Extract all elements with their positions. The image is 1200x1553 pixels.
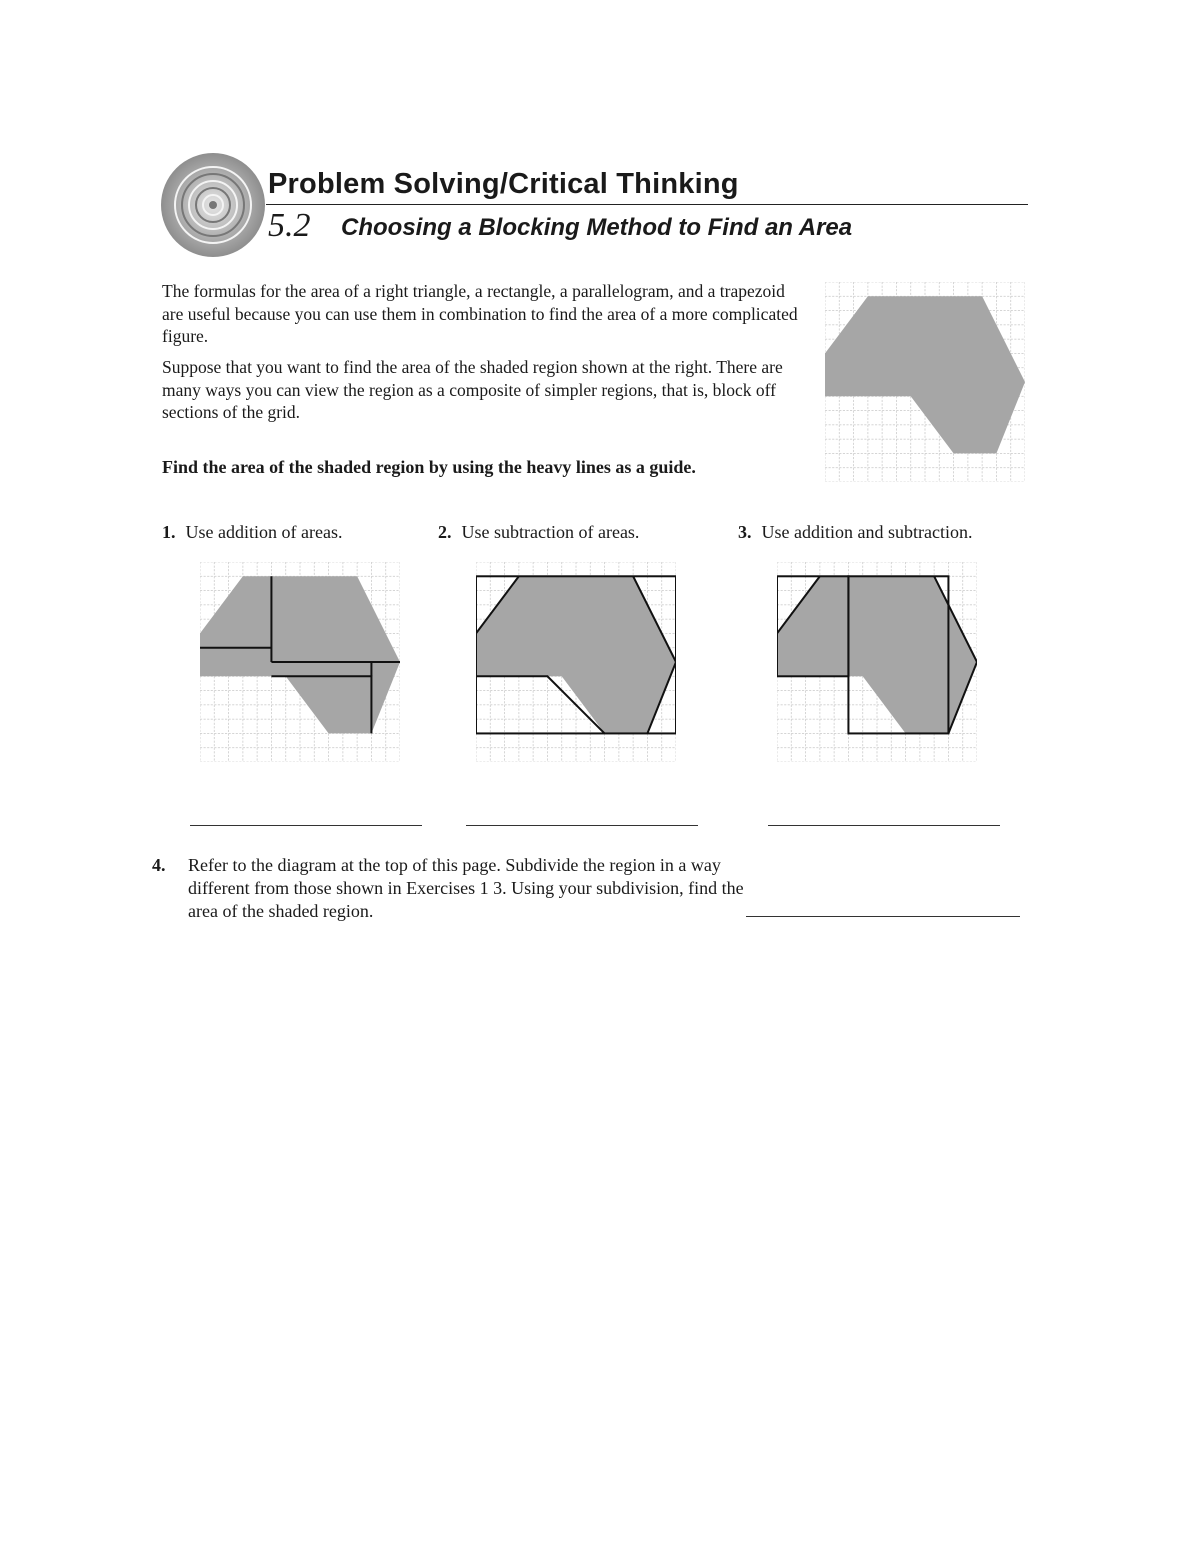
- exercise-2-figure: [476, 562, 676, 762]
- exercise-4-answer-line[interactable]: [746, 916, 1020, 917]
- lesson-logo-icon: [160, 152, 266, 258]
- instruction-text: Find the area of the shaded region by using the heavy lines as a guide.: [162, 457, 696, 477]
- exercise-4-number: 4.: [152, 855, 166, 875]
- exercise-4-text: Refer to the diagram at the top of this page. Subdivide the region in a way different from those shown in Exercises 1 3. Using your subdivision, find the area of the shaded region.: [188, 855, 744, 921]
- exercise-3-text: Use addition and subtraction.: [761, 522, 973, 542]
- header-title: Problem Solving/Critical Thinking: [268, 168, 739, 200]
- lesson-number: 5.2: [268, 207, 311, 244]
- header-divider: [266, 204, 1028, 205]
- exercise-1-number: 1.: [162, 522, 176, 542]
- exercise-3-label: [738, 522, 972, 543]
- exercise-1-answer-line[interactable]: [190, 825, 422, 826]
- exercise-3-number: 3.: [738, 522, 752, 542]
- exercise-1-figure: [200, 562, 400, 762]
- exercise-2-answer-line[interactable]: [466, 825, 698, 826]
- exercise-2-text: Use subtraction of areas.: [461, 522, 640, 542]
- exercise-1-label: [162, 522, 342, 543]
- intro-paragraph-1: The formulas for the area of a right triangle, a rectangle, a parallelogram, and a trapezoid are useful because you can use them in combination to find the area of a more complicated figure.: [162, 281, 798, 346]
- exercise-3-answer-line[interactable]: [768, 825, 1000, 826]
- exercise-1-text: Use addition of areas.: [185, 522, 343, 542]
- exercise-3-figure: [777, 562, 977, 762]
- reference-figure: [825, 282, 1025, 482]
- exercise-4: [152, 854, 762, 923]
- intro-paragraph-2: Suppose that you want to find the area of the shaded region shown at the right. There are many ways you can view the region as a composite of simpler regions, that is, block off sections of the grid.: [162, 357, 783, 422]
- exercise-2-label: [438, 522, 639, 543]
- lesson-title: Choosing a Blocking Method to Find an Area: [341, 214, 853, 241]
- exercise-2-number: 2.: [438, 522, 452, 542]
